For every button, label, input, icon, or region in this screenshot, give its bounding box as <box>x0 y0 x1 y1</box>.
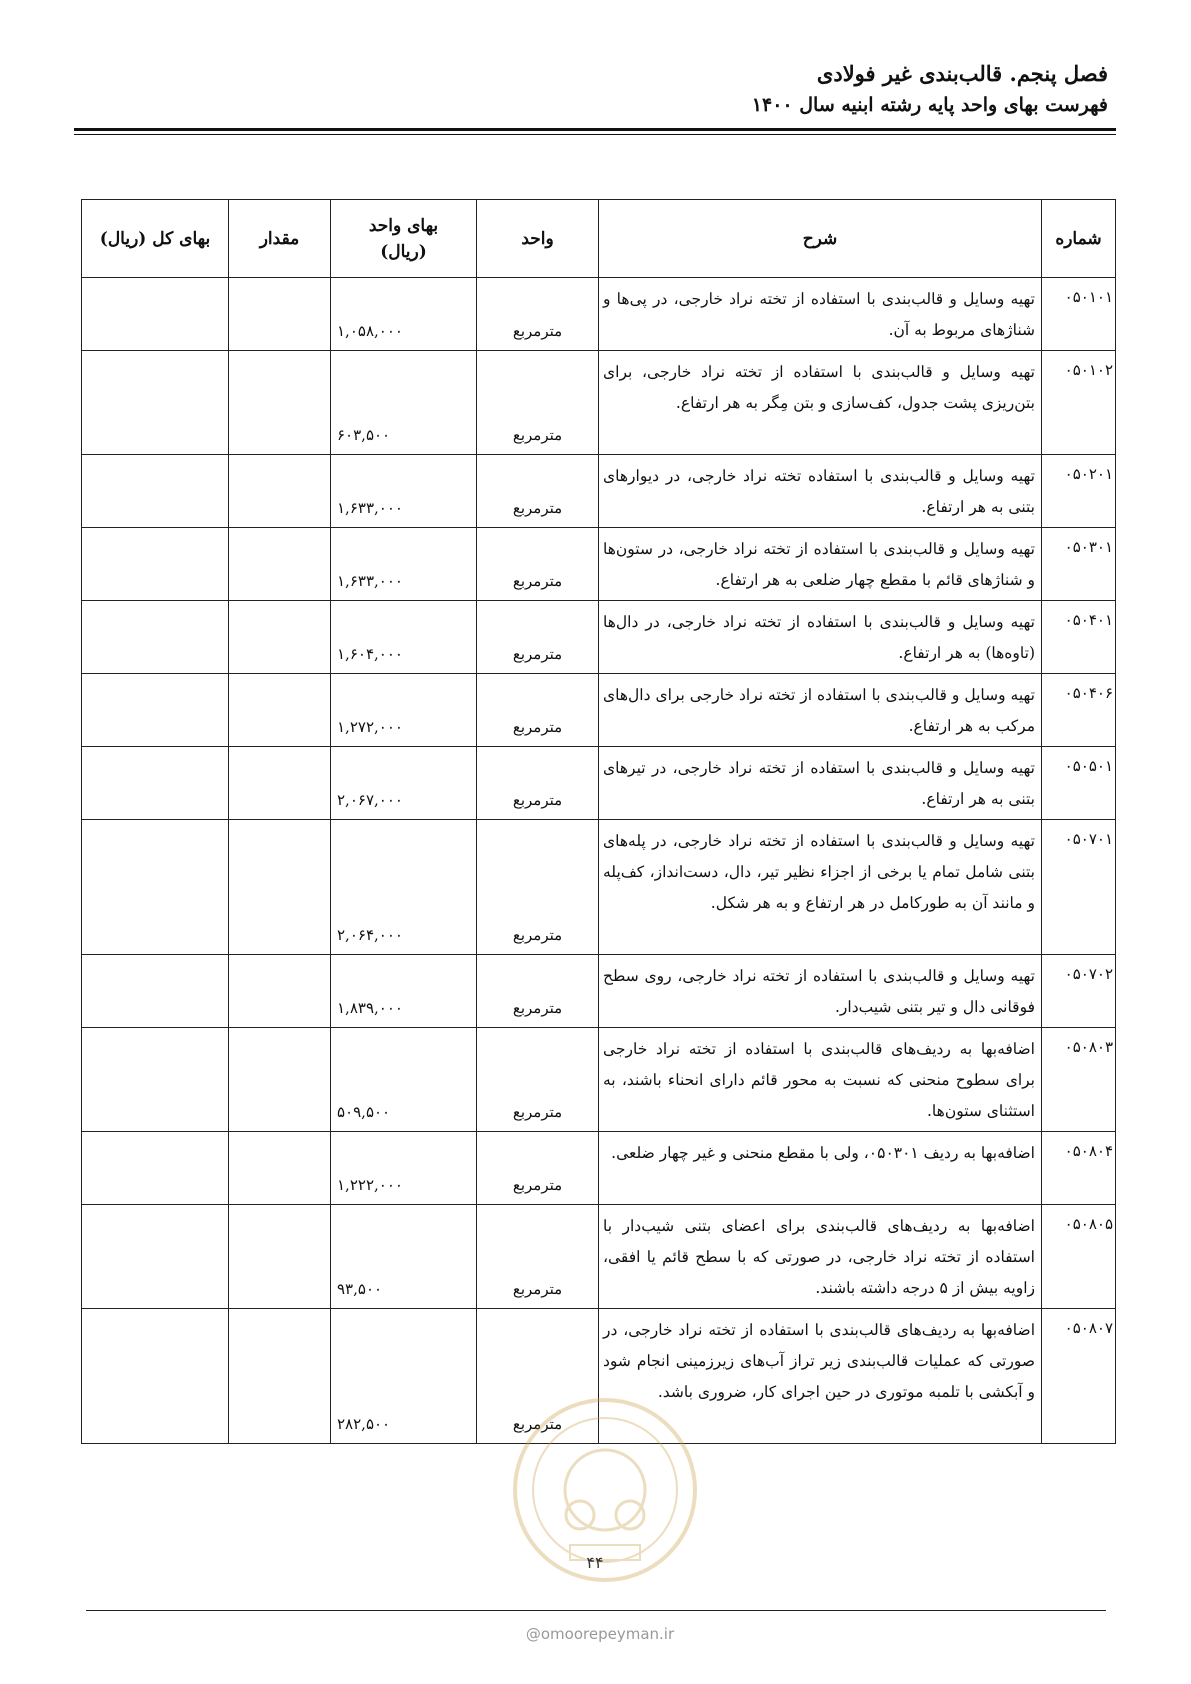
table-header-row <box>82 200 1116 278</box>
item-unit: مترمربع <box>477 351 599 455</box>
header-rule-thick <box>74 128 1116 131</box>
price-list-table <box>81 199 1116 1444</box>
table-row <box>82 528 1116 601</box>
item-total-price <box>82 674 229 747</box>
table-row <box>82 747 1116 820</box>
item-total-price <box>82 955 229 1028</box>
header-rule-thin <box>74 134 1116 135</box>
item-description: تهیه وسایل و قالب‌بندی با استفاده از تخته نراد خارجی، در تیرهای بتنی به هر ارتفاع. <box>599 747 1042 820</box>
item-unit: مترمربع <box>477 820 599 955</box>
table-row <box>82 1132 1116 1205</box>
item-quantity <box>229 528 331 601</box>
item-quantity <box>229 601 331 674</box>
item-code: ۰۵۰۸۰۷ <box>1042 1309 1116 1444</box>
item-description: تهیه وسایل و قالب‌بندی با استفاده از تخته نراد خارجی، در پی‌ها و شناژهای مربوط به آن. <box>599 278 1042 351</box>
item-unit-price: ۶۰۳,۵۰۰ <box>331 351 477 455</box>
item-unit: مترمربع <box>477 278 599 351</box>
item-unit-price: ۱,۶۳۳,۰۰۰ <box>331 455 477 528</box>
item-unit: مترمربع <box>477 528 599 601</box>
item-unit: مترمربع <box>477 955 599 1028</box>
item-quantity <box>229 955 331 1028</box>
item-code: ۰۵۰۴۰۶ <box>1042 674 1116 747</box>
item-unit: مترمربع <box>477 1028 599 1132</box>
header-total-price: بهای کل (ریال) <box>82 200 229 278</box>
item-unit-price: ۱,۶۰۴,۰۰۰ <box>331 601 477 674</box>
chapter-title: فصل پنجم. قالب‌بندی غیر فولادی <box>816 61 1108 86</box>
item-code: ۰۵۰۲۰۱ <box>1042 455 1116 528</box>
item-code: ۰۵۰۸۰۵ <box>1042 1205 1116 1309</box>
table-row <box>82 1205 1116 1309</box>
table-row <box>82 455 1116 528</box>
item-quantity <box>229 455 331 528</box>
item-unit: مترمربع <box>477 747 599 820</box>
item-unit: مترمربع <box>477 1309 599 1444</box>
item-description: تهیه وسایل و قالب‌بندی با استفاده از تخته نراد خارجی، روی سطح فوقانی دال و تیر بتنی شیب‌دار. <box>599 955 1042 1028</box>
item-unit-price: ۱,۸۳۹,۰۰۰ <box>331 955 477 1028</box>
item-code: ۰۵۰۷۰۲ <box>1042 955 1116 1028</box>
item-unit: مترمربع <box>477 674 599 747</box>
header-description: شرح <box>599 200 1042 278</box>
item-total-price <box>82 1309 229 1444</box>
item-total-price <box>82 820 229 955</box>
item-description: اضافه‌بها به ردیف‌های قالب‌بندی با استفاده از تخته نراد خارجی، در صورتی که عملیات قالب‌بندی زیر تراز آب‌های زیرزمینی انجام شود و آبکشی با تلمبه موتوری در حین اجرای کار، ضروری باشد. <box>599 1309 1042 1444</box>
table-row <box>82 674 1116 747</box>
item-unit-price: ۱,۲۷۲,۰۰۰ <box>331 674 477 747</box>
item-unit: مترمربع <box>477 1132 599 1205</box>
page-number: ۴۴ <box>586 1553 604 1572</box>
item-unit-price: ۲,۰۶۴,۰۰۰ <box>331 820 477 955</box>
item-unit: مترمربع <box>477 455 599 528</box>
item-code: ۰۵۰۴۰۱ <box>1042 601 1116 674</box>
item-unit-price: ۵۰۹,۵۰۰ <box>331 1028 477 1132</box>
item-quantity <box>229 1028 331 1132</box>
item-quantity <box>229 278 331 351</box>
header-unit-price <box>331 200 477 278</box>
item-unit-price: ۱,۲۲۲,۰۰۰ <box>331 1132 477 1205</box>
table-row <box>82 1028 1116 1132</box>
item-total-price <box>82 601 229 674</box>
header-unit-price-currency: (ریال) <box>380 241 427 262</box>
item-quantity <box>229 351 331 455</box>
header-unit: واحد <box>477 200 599 278</box>
table-row <box>82 601 1116 674</box>
item-code: ۰۵۰۱۰۲ <box>1042 351 1116 455</box>
item-description: تهیه وسایل و قالب‌بندی با استفاده تخته نراد خارجی، در دیوارهای بتنی به هر ارتفاع. <box>599 455 1042 528</box>
item-unit: مترمربع <box>477 601 599 674</box>
item-code: ۰۵۰۸۰۳ <box>1042 1028 1116 1132</box>
page-header <box>74 58 1116 120</box>
item-total-price <box>82 351 229 455</box>
item-code: ۰۵۰۷۰۱ <box>1042 820 1116 955</box>
item-quantity <box>229 820 331 955</box>
item-total-price <box>82 1132 229 1205</box>
header-code: شماره <box>1042 200 1116 278</box>
table-row <box>82 278 1116 351</box>
header-quantity: مقدار <box>229 200 331 278</box>
item-code: ۰۵۰۵۰۱ <box>1042 747 1116 820</box>
item-total-price <box>82 278 229 351</box>
table-row <box>82 351 1116 455</box>
item-quantity <box>229 1132 331 1205</box>
item-description: اضافه‌بها به ردیف ۰۵۰۳۰۱، ولی با مقطع منحنی و غیر چهار ضلعی. <box>599 1132 1042 1205</box>
table-row <box>82 955 1116 1028</box>
item-unit-price: ۹۳,۵۰۰ <box>331 1205 477 1309</box>
item-unit-price: ۱,۰۵۸,۰۰۰ <box>331 278 477 351</box>
item-total-price <box>82 1205 229 1309</box>
item-quantity <box>229 1309 331 1444</box>
document-subtitle: فهرست بهای واحد پایه رشته ابنیه سال ۱۴۰۰ <box>751 94 1108 116</box>
item-quantity <box>229 747 331 820</box>
table-row <box>82 820 1116 955</box>
item-description: تهیه وسایل و قالب‌بندی با استفاده از تخته نراد خارجی، در دال‌ها (تاوه‌ها) به هر ارتفاع. <box>599 601 1042 674</box>
item-unit-price: ۲۸۲,۵۰۰ <box>331 1309 477 1444</box>
item-total-price <box>82 1028 229 1132</box>
item-description: تهیه وسایل و قالب‌بندی با استفاده از تخته نراد خارجی برای دال‌های مرکب به هر ارتفاع. <box>599 674 1042 747</box>
item-unit-price: ۲,۰۶۷,۰۰۰ <box>331 747 477 820</box>
item-total-price <box>82 747 229 820</box>
watermark-url: @omoorepeyman.ir <box>525 1625 675 1643</box>
item-code: ۰۵۰۱۰۱ <box>1042 278 1116 351</box>
item-quantity <box>229 1205 331 1309</box>
item-unit-price: ۱,۶۳۳,۰۰۰ <box>331 528 477 601</box>
item-description: تهیه وسایل و قالب‌بندی با استفاده از تخته نراد خارجی، در پله‌های بتنی شامل تمام یا برخی از اجزاء نظیر تیر، دال، دست‌انداز، کف‌پله و مانند آن به طورکامل در هر ارتفاع و به هر شکل. <box>599 820 1042 955</box>
item-description: تهیه وسایل و قالب‌بندی با استفاده از تخته نراد خارجی، در ستون‌ها و شناژهای قائم با مقطع چهار ضلعی به هر ارتفاع. <box>599 528 1042 601</box>
item-description: تهیه وسایل و قالب‌بندی با استفاده از تخته نراد خارجی، برای بتن‌ریزی پشت جدول، کف‌سازی و بتن مِگر به هر ارتفاع. <box>599 351 1042 455</box>
item-unit: مترمربع <box>477 1205 599 1309</box>
item-quantity <box>229 674 331 747</box>
item-total-price <box>82 455 229 528</box>
item-total-price <box>82 528 229 601</box>
item-description: اضافه‌بها به ردیف‌های قالب‌بندی برای اعضای بتنی شیب‌دار با استفاده از تخته نراد خارجی، در صورتی که با سطح قائم یا افقی، زاویه بیش از ۵ درجه داشته باشند. <box>599 1205 1042 1309</box>
footer-rule <box>86 1610 1106 1611</box>
header-unit-price-label: بهای واحد <box>368 215 439 236</box>
item-code: ۰۵۰۳۰۱ <box>1042 528 1116 601</box>
item-description: اضافه‌بها به ردیف‌های قالب‌بندی با استفاده از تخته نراد خارجی برای سطوح منحنی که نسبت به محور قائم دارای انحناء باشند، به استثنای ستون‌ها. <box>599 1028 1042 1132</box>
item-code: ۰۵۰۸۰۴ <box>1042 1132 1116 1205</box>
